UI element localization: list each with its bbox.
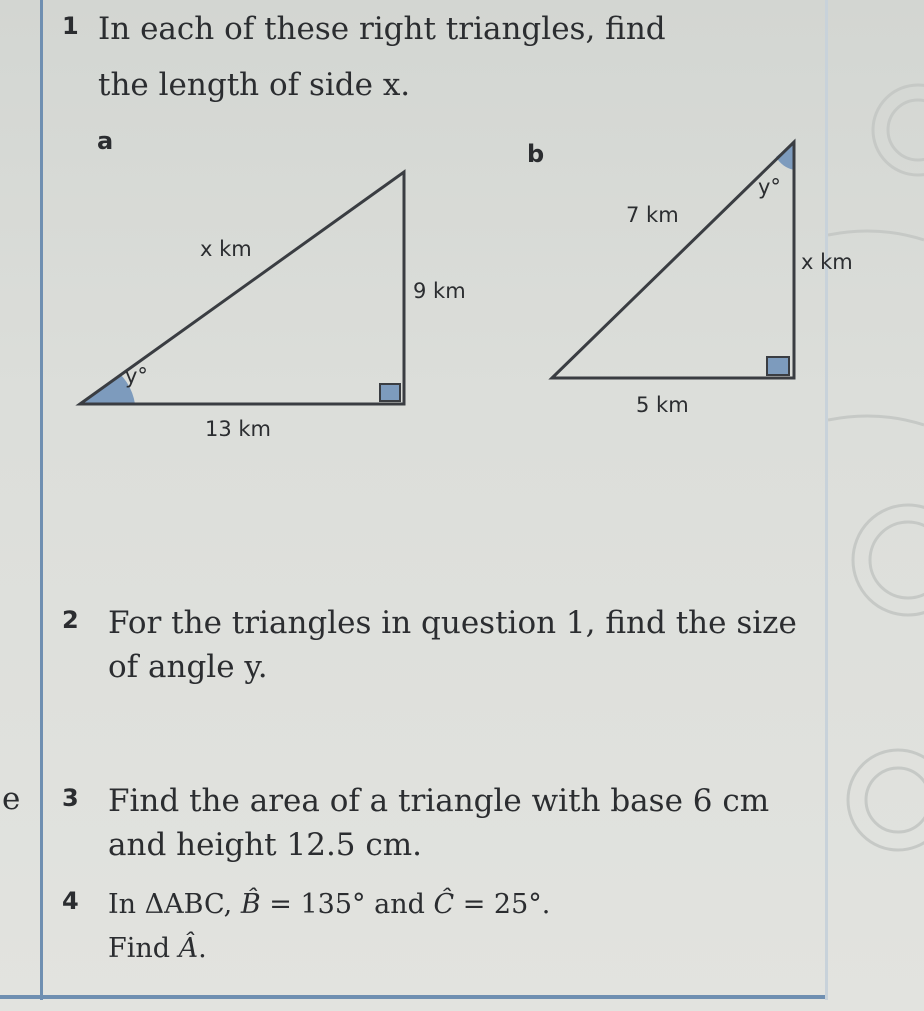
triangle-b-base-label: 5 km <box>636 393 689 417</box>
figure-b-label: b <box>527 140 545 168</box>
margin-letter: e <box>2 781 21 817</box>
question-4-line-1 <box>108 882 550 928</box>
triangle-a-base-label: 13 km <box>205 417 272 441</box>
figure-a-label: a <box>97 127 114 155</box>
triangle-b-hypotenuse-label: 7 km <box>626 203 679 227</box>
q4-text-start: In ΔABC, <box>108 889 241 920</box>
triangle-a-angle-label: y° <box>125 364 148 388</box>
a-hat-symbol: Â <box>178 933 199 964</box>
question-3-line-2: and height 12.5 cm. <box>108 827 422 863</box>
q4-find-text: Find <box>108 933 179 964</box>
question-2-line-1: For the triangles in question 1, find the size <box>108 605 797 641</box>
c-hat-symbol: Ĉ <box>433 889 455 920</box>
question-1-line-2: the length of side x. <box>98 67 411 103</box>
right-angle-marker-b <box>767 357 789 375</box>
triangle-a-hypotenuse-label: x km <box>200 237 252 261</box>
question-1-line-1: In each of these right triangles, find <box>98 11 666 47</box>
q4-b-value: = 135° and <box>260 889 434 920</box>
q4-c-value: = 25°. <box>454 889 551 920</box>
q4-end-period: . <box>198 933 207 964</box>
question-2-line-2: of angle y. <box>108 649 268 685</box>
b-hat-symbol: B̂ <box>240 889 261 920</box>
question-2-number: 2 <box>62 606 79 634</box>
question-4-line-2 <box>108 926 207 972</box>
question-3-number: 3 <box>62 784 79 812</box>
question-4-number: 4 <box>62 887 79 915</box>
triangle-b-vertical-label: x km <box>801 250 853 274</box>
triangle-b-angle-label: y° <box>758 175 781 199</box>
question-3-line-1: Find the area of a triangle with base 6 cm <box>108 783 770 819</box>
question-1-number: 1 <box>62 12 79 40</box>
triangle-a-vertical-label: 9 km <box>413 279 466 303</box>
